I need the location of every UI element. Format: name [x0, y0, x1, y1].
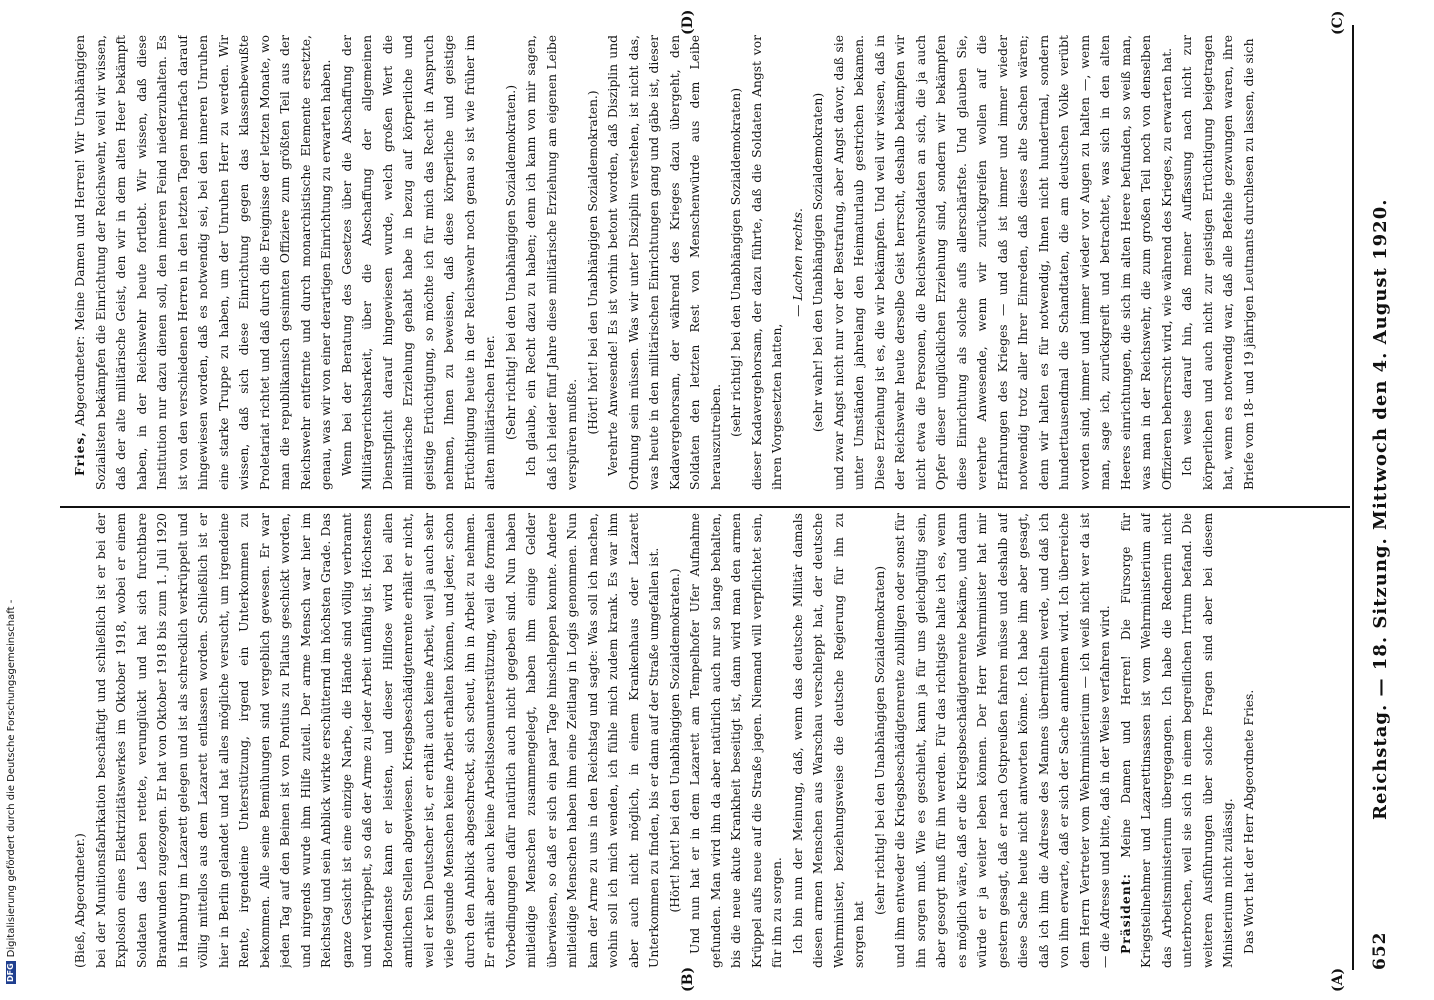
margin-marker-d: (D) — [680, 9, 696, 35]
margin-marker-c: (C) — [1330, 10, 1346, 35]
paragraph: Und nun hat er in dem Lazarett am Tempelhofer Ufer Aufnahme gefunden. Man wird ihn da aber natürlich auch nur so lange behalten, bis die neue akute Krankheit beseitigt ist, dann wird man den armen Krüppel aufs neue auf die Straße jagen. Niemand will verpflichtet sein, für ihn zu sorgen. — [688, 513, 784, 968]
paragraph: Das Wort hat der Herr Abgeordnete Fries. — [1241, 689, 1256, 954]
margin-marker-a: (A) — [1330, 967, 1346, 992]
paragraph: dieser Kadavergehorsam, der dazu führte, daß die Soldaten Angst vor ihren Vorgesetzten hatten, — [749, 35, 784, 490]
page-header-title: Reichstag. — 18. Sitzung. Mittwoch den 4. August 1920. — [1370, 198, 1391, 820]
dfg-logo: DFG — [6, 963, 15, 982]
paragraph: und zwar Angst nicht nur vor der Bestrafung, aber Angst davor, daß sie unter Umständen jahrelang den Heimaturlaub gestrichen bekamen. Diese Erziehung ist es, die wir bekämpfen. Und weil wir wissen, daß in der Reichswehr heute derselbe Geist herrscht, deshalb bekämpfen wir nicht etwa die Personen, die Reichswehrsoldaten an sich, die ja auch Opfer dieser unglücklichen Erziehung sind, sondern wir bekämpfen diese Einrichtung als solche aufs allerschärfste. Und glauben Sie, verehrte Anwesende, wenn wir zurückgreifen wollen auf die Erfahrungen des Krieges — und daß ist immer und immer wieder notwendig trotz aller Ihrer Einreden, daß dieses alte Sachen wären; denn wir halten es für notwendig, Ihnen nicht hundertmal, sondern hunderttausendmal die Schandtaten, die am deutschen Volke verübt worden sind, immer und immer wieder vor Augen zu halten —, wenn man, sage ich, zurückgreift und betrachtet, was sich in den alten Heeres einrichtungen, die sich im alten Heere befunden, so weiß man, was man in der Reichswehr, die zum großen Teil noch von denselben Offizieren beherrscht wird, wie während des Krieges, zu erwarten hat. — [831, 35, 1174, 490]
speech-opening: Abgeordneter: Meine Damen und Herren! Wir Unabhängigen Sozialisten bekämpfen die Einrichtung der Reichswehr, weil wir wissen, daß der alte militärische Geist, den wir in dem alten Heer bekämpft haben, in der Reichswehr heute fortlebt. Wir wissen, daß diese Institution nur dazu dienen soll, den inneren Feind niederzuhalten. Es ist von den verschiedenen Herren in den letzten Tagen mehrfach darauf hingewiesen worden, daß es notwendig sei, bei den inneren Unruhen eine starke Truppe zu haben, um der Unruhen Herr zu werden. Wir wissen, daß sich diese Einrichtung gegen das klassenbewußte Proletariat richtet und daß durch die Ereignisse der letzten Monate, wo man die republikanisch gesinnten Offiziere zum größten Teil aus der Reichswehr entfernte und durch monarchistische Elemente ersetzte, genau, was wir von einer derartigen Einrichtung zu erwarten haben. — [73, 35, 333, 490]
column-divider — [60, 506, 1350, 508]
paragraph: Ich weise darauf hin, daß meiner Auffassung nach nicht zur körperlichen und auch nicht zur geistigen Ertüchtigung beigetragen hat, wenn es notwendig war, daß alle Befehle gezwungen waren, ihre Briefe vom 18- und 19 jährigen Leutnants durchlesen zu lassen, die sich — [1180, 35, 1256, 490]
interjection: — Lachen rechts. — [790, 208, 805, 317]
interjection: (sehr richtig! bei den Unabhängigen Sozialdemokraten) — [729, 87, 743, 438]
speaker-tag: (Bieß, Abgeordneter.) — [73, 833, 87, 968]
president-label: Präsident: — [1117, 873, 1133, 954]
paragraph: und ihm entweder die Kriegsbeschädigtenrente zubilligen oder sonst für ihn sorgen muß. Wie es geschieht, kann ja für uns gleichgültig sein, aber gesorgt muß für ihn werden. Für das richtigste halte ich es, wenn es möglich wäre, daß er die Kriegsbeschädigtenrente bekäme, und dann würde er ja weiter leben können. Der Herr Wehrminister hat mir gestern gesagt, daß er nach Ostpreußen fahren müsse und deshalb auf diese Sache heute nicht antworten könne. Ich habe ihm aber gesagt, daß ich ihm die Adresse des Mannes übermitteln werde, und daß ich von ihm erwarte, daß er sich der Sache annehmen wird. Ich überreiche dem Herrn Vertreter vom Wehrministerium — ich weiß nicht wer da ist — die Adresse und bitte, daß in der Weise verfahren wird. — [893, 513, 1112, 968]
digitization-credit — [1, 0, 19, 1000]
credit-text: Digitalisierung gefördert durch die Deutsche Forschungsgemeinschaft - — [6, 599, 17, 958]
right-column — [70, 35, 1348, 490]
interjection: (Hört! hört! bei den Unabhängigen Sozialdemokraten.) — [585, 90, 600, 435]
president-statement: Meine Damen und Herren! Die Fürsorge für Kriegsteilnehmer und Lazarettinsassen ist vom Wehrministerium auf das Arbeitsministerium übergegangen. Ich habe die Rednerin nicht unterbrochen, weil sie sich in einem begreiflichen Irrtum befand. Die weiteren Ausführungen über solche Fragen sind aber bei diesem Ministerium nicht zulässig. — [1118, 513, 1235, 968]
interjection: (sehr wahr! bei den Unabhängigen Sozialdemokraten) — [811, 92, 825, 433]
interjection: (Hört! hört! bei den Unabhängigen Sozialdemokraten.) — [667, 568, 682, 913]
speaker-label: Fries, — [72, 431, 87, 476]
left-column — [70, 513, 1348, 968]
paragraph: bei der Munitionsfabrikation beschäftigt und schließlich ist er bei der Explosion eines Elektrizitätswerkes im Oktober 1918, wobei er einem Soldaten das Leben rettete, verunglückt und hat sich furchtbare Brandwunden zugezogen. Er hat von Oktober 1918 bis zum 1. Juli 1920 in Hamburg im Lazarett gelegen und ist als schrecklich verkrüppelt und völlig mittellos aus dem Lazarett entlassen worden. Schließlich ist er hier in Berlin gelandet und hat alles mögliche versucht, um irgendeine Rente, irgendeine Unterstützung, irgend ein Unterkommen zu bekommen. Alle seine Bemühungen sind vergeblich gewesen. Er war jeden Tag auf den Beinen ist von Pontius zu Pilatus geschickt worden, und nirgends wurde ihm Hilfe zuteil. Der arme Mensch war hier im Reichstag und sein Anblick wirkte erschütternd im höchsten Grade. Das ganze Gesicht ist eine einzige Narbe, die Hände sind völlig verbrannt und verkrüppelt, so daß der Arme zu jeder Arbeit unfähig ist. Höchstens Botendienste kann er leisten, und dieser Hilflose wird bei allen amtlichen Stellen abgewiesen. Kriegsbeschädigtenrente erhält er nicht, weil er kein Deutscher ist, er erhält auch keine Arbeit, weil ja auch sehr viele gesunde Menschen keine Arbeit erhalten können, und jeder, schon durch den Anblick abgeschreckt, sich scheut, ihn in Arbeit zu nehmen. Er erhält aber auch keine Arbeitslosenunterstützung, weil die formalen Vorbedingungen dafür natürlich auch nicht gegeben sind. Nun haben mitleidige Menschen zusammengelegt, haben ihm einige Gelder überwiesen, so daß er sich ein paar Tage hinschleppen konnte. Andere mitleidige Menschen haben ihm eine Zeitlang in Logis genommen. Nun kam der Arme zu uns in den Reichstag und sagte: Was soll ich machen, wohin soll ich mich wenden, ich fühle mich zudem krank. Es war ihm aber auch nicht möglich, in einem Krankenhaus oder Lazarett Unterkommen zu finden, bis er dann auf der Straße umgefallen ist. — [93, 513, 661, 968]
paragraph: Ich bin nun der Meinung, daß, wenn das deutsche Militär damals diesen armen Menschen aus Warschau verschleppt hat, der deutsche Wehrminister, beziehungsweise die deutsche Regierung für ihn zu sorgen hat — [790, 513, 866, 968]
margin-marker-b: (B) — [680, 966, 696, 992]
page-number: 652 — [1370, 931, 1390, 970]
interjection: (sehr richtig! bei den Unabhängigen Sozialdemokraten) — [872, 565, 887, 916]
paragraph: Ich glaube, ein Recht dazu zu haben; denn ich kann von mir sagen, daß ich leider fünf Jahre diese militärische Erziehung am eigenen Leibe verspüren mußte. — [524, 35, 579, 490]
paragraph: Wenn bei der Beratung des Gesetzes über die Abschaffung der Militärgerichtsbarkeit, über die Abschaffung der allgemeinen Dienstpflicht darauf hingewiesen wurde, welch großen Wert die militärische Erziehung gehabt habe in bezug auf körperliche und geistige Ertüchtigung, so möchte ich für mich das Recht in Anspruch nehmen, Ihnen zu beweisen, daß diese körperliche und geistige Ertüchtigung heute in der Reichswehr noch genau so ist wie früher im alten militärischen Heer. — [339, 35, 497, 490]
interjection: (Sehr richtig! bei den Unabhängigen Sozialdemokraten.) — [503, 84, 518, 441]
paragraph: Verehrte Anwesende! Es ist vorhin betont worden, daß Disziplin und Ordnung sein müssen. Was wir unter Disziplin verstehen, ist nicht das, was heute in den militärischen Einrichtungen gang und gäbe ist, dieser Kadavergehorsam, der während des Krieges dazu übergeht, den Soldaten den letzten Rest von Menschenwürde aus dem Leibe herauszutreiben. — [606, 35, 723, 490]
header-rule — [1352, 25, 1354, 970]
